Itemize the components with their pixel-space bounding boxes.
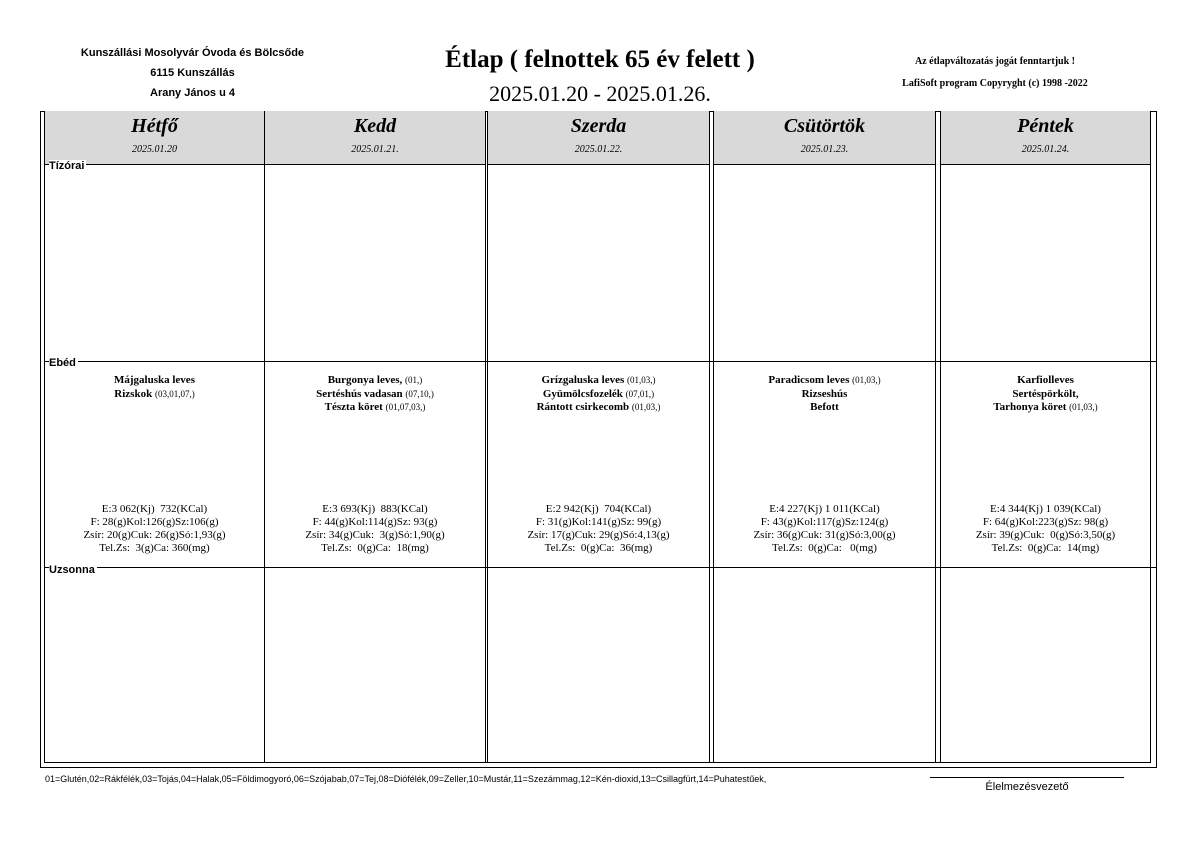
lunch-dish <box>271 401 479 415</box>
dish-name: Gyümölcsfozelék <box>542 387 623 400</box>
dish-name: Rántott csirkecomb <box>536 401 630 413</box>
lunch-menu <box>947 374 1144 415</box>
signature-label: Élelmezésvezető <box>985 781 1069 793</box>
day-date: 2025.01.23. <box>800 144 849 155</box>
divider-uzsonna <box>44 567 1157 568</box>
nutrition-line: Zsír: 34(g)Cuk: 3(g)Só:1,90(g) <box>305 529 445 541</box>
nutrition-info <box>718 503 931 555</box>
dish-name: Grízgaluska leves <box>541 374 625 386</box>
dish-name: Tarhonya köret <box>993 401 1067 413</box>
nutrition-info <box>492 503 705 555</box>
nutrition-line: F: 44(g)Kol:114(g)Sz: 93(g) <box>312 516 438 528</box>
row-label-tizorai: Tízórai <box>49 160 85 172</box>
institution-info <box>60 43 325 103</box>
change-notice: Az étlapváltozatás jogát fenntartjuk ! <box>915 56 1075 67</box>
day-name: Hétfő <box>131 115 178 137</box>
nutrition-line: Zsír: 17(g)Cuk: 29(g)Só:4,13(g) <box>527 529 670 541</box>
lunch-dish <box>51 388 258 402</box>
nutrition-line: Tel.Zs: 0(g)Ca: 0(mg) <box>772 542 877 554</box>
day-date: 2025.01.22. <box>574 144 623 155</box>
nutrition-line: Zsír: 36(g)Cuk: 31(g)Só:3,00(g) <box>753 529 896 541</box>
nutrition-line: Tel.Zs: 0(g)Ca: 14(mg) <box>991 542 1100 554</box>
dish-allergens: (01,03,) <box>852 375 881 385</box>
row-label-ebed: Ebéd <box>49 357 76 369</box>
nutrition-line: Zsír: 39(g)Cuk: 0(g)Só:3,50(g) <box>975 529 1116 541</box>
day-header <box>941 111 1150 165</box>
menu-title: Étlap ( felnottek 65 év felett ) <box>445 46 755 73</box>
lunch-menu <box>51 374 258 401</box>
nutrition-line: Tel.Zs: 0(g)Ca: 36(mg) <box>544 542 653 554</box>
nutrition-line: E:3 062(Kj) 732(KCal) <box>101 503 208 515</box>
lunch-menu <box>494 374 703 415</box>
dish-name: Májgaluska leves <box>114 374 195 386</box>
dish-name: Befott <box>810 401 839 413</box>
day-column <box>264 111 486 763</box>
lunch-dish <box>720 388 929 402</box>
dish-name: Rizskok <box>114 387 153 400</box>
nutrition-line: E:4 227(Kj) 1 011(KCal) <box>769 503 880 515</box>
dish-allergens: (01,03,) <box>1069 402 1098 412</box>
dish-allergens: (07,01,) <box>625 388 655 399</box>
day-name: Kedd <box>353 115 397 137</box>
day-name: Csütörtök <box>783 115 866 137</box>
dish-allergens: (01,07,03,) <box>385 402 426 412</box>
signature-line <box>930 777 1124 778</box>
nutrition-line: F: 31(g)Kol:141(g)Sz: 99(g) <box>535 516 662 528</box>
day-date: 2025.01.20 <box>132 144 177 155</box>
dish-name: Paradicsom leves <box>768 374 850 386</box>
day-header <box>714 111 935 165</box>
dish-allergens: (01,) <box>405 375 423 385</box>
nutrition-line: Tel.Zs: 0(g)Ca: 18(mg) <box>321 542 429 554</box>
day-header <box>45 111 264 165</box>
dish-allergens: (01,03,) <box>627 375 656 385</box>
nutrition-info <box>49 503 260 555</box>
lunch-dish <box>494 401 703 415</box>
nutrition-line: E:4 344(Kj) 1 039(KCal) <box>990 503 1101 515</box>
allergen-legend: 01=Glutén,02=Rákfélék,03=Tojás,04=Halak,05=Földimogyoró,06=Szójabab,07=Tej,08=Diófélék,09=Zeller,10=Mustár,11=Szezámmag,12=Kén-dioxid,13=Csillagfürt,14=Puhatestűek, <box>45 774 767 784</box>
dish-name: Tészta köret <box>324 401 383 413</box>
copyright-text: LafiSoft program Copyryght (c) 1998 -2022 <box>902 78 1088 89</box>
dish-allergens: (03,01,07,) <box>154 388 195 399</box>
day-date: 2025.01.21. <box>351 144 399 155</box>
dish-name: Sertéshús vadasan <box>316 387 403 400</box>
dish-allergens: (07,10,) <box>405 388 434 399</box>
divider-ebed <box>44 361 1157 362</box>
day-column <box>713 111 936 763</box>
lunch-menu <box>271 374 479 415</box>
day-header <box>265 111 485 165</box>
institution-name: Kunszállási Mosolyvár Óvoda és Bölcsőde <box>80 47 305 59</box>
lunch-dish <box>947 388 1144 402</box>
dish-allergens: (01,03,) <box>631 402 661 412</box>
nutrition-line: F: 43(g)Kol:117(g)Sz:124(g) <box>760 516 889 528</box>
nutrition-line: Zsír: 20(g)Cuk: 26(g)Só:1,93(g) <box>83 529 226 541</box>
institution-zip-city: 6115 Kunszállás <box>150 67 235 79</box>
nutrition-info <box>945 503 1146 555</box>
nutrition-line: F: 28(g)Kol:126(g)Sz:106(g) <box>90 516 219 528</box>
nutrition-line: F: 64(g)Kol:223(g)Sz: 98(g) <box>982 516 1109 528</box>
dish-name: Rizseshús <box>801 387 848 400</box>
institution-street: Arany János u 4 <box>150 87 235 99</box>
lunch-dish <box>271 388 479 402</box>
nutrition-line: E:2 942(Kj) 704(KCal) <box>545 503 652 515</box>
day-date: 2025.01.24. <box>1021 144 1070 155</box>
day-name: Péntek <box>1017 115 1074 137</box>
dish-name: Burgonya leves, <box>327 374 403 386</box>
day-column <box>44 111 265 763</box>
nutrition-line: Tel.Zs: 3(g)Ca: 360(mg) <box>99 542 210 554</box>
dish-name: Sertéspörkölt, <box>1012 387 1079 400</box>
lunch-menu <box>720 374 929 415</box>
day-column <box>940 111 1151 763</box>
lunch-dish <box>494 388 703 402</box>
lunch-dish <box>947 374 1144 388</box>
menu-date-range: 2025.01.20 - 2025.01.26. <box>489 81 711 106</box>
day-name: Szerda <box>570 115 627 137</box>
lunch-dish <box>947 401 1144 415</box>
lunch-dish <box>720 374 929 388</box>
lunch-dish <box>271 374 479 388</box>
nutrition-info <box>269 503 481 555</box>
day-column <box>487 111 710 763</box>
nutrition-line: E:3 693(Kj) 883(KCal) <box>322 503 428 515</box>
lunch-dish <box>720 401 929 415</box>
day-header <box>488 111 709 165</box>
lunch-dish <box>494 374 703 388</box>
header-notes <box>860 51 1130 95</box>
lunch-dish <box>51 374 258 388</box>
dish-name: Karfiolleves <box>1017 374 1074 386</box>
row-label-uzsonna: Uzsonna <box>49 564 95 576</box>
